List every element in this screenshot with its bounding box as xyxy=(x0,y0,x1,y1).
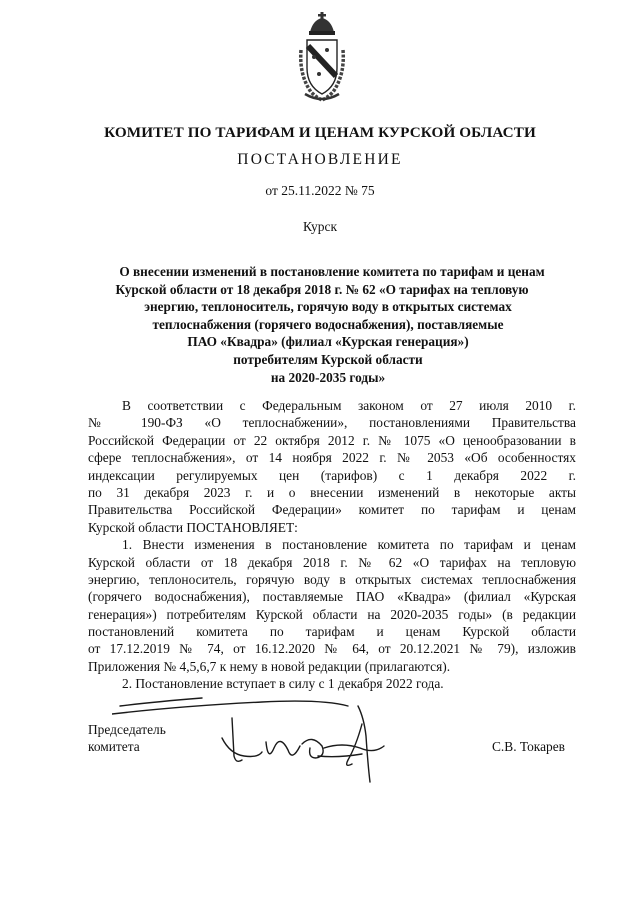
body-line: Российской Федерации от 22 октября 2012 г. № 1075 «О ценообразовании в xyxy=(88,432,576,448)
body-line: Курской области ПОСТАНОВЛЯЕТ: xyxy=(88,519,298,535)
body-line: 1. Внести изменения в постановление комитета по тарифам и ценам xyxy=(122,537,576,553)
decree-title xyxy=(0,263,640,386)
signatory-position xyxy=(88,721,166,756)
body-line: постановлений комитета по тарифам и ценам Курской области xyxy=(88,624,576,640)
coat-of-arms-emblem xyxy=(297,10,347,105)
title-line: Курской области от 18 декабря 2018 г. № 62 «О тарифах на тепловую xyxy=(115,281,529,297)
body-line: по 31 декабря 2023 г. и о внесении изменений в некоторые акты xyxy=(88,484,576,500)
body-line: генерация») потребителям Курской области на 2020-2035 годы» (в редакции xyxy=(88,606,576,622)
title-line: ПАО «Квадра» (филиал «Курская генерация») xyxy=(187,334,469,350)
signatory-position-line: комитета xyxy=(88,739,140,755)
city-name: Курск xyxy=(302,219,338,234)
body-line: (горячего водоснабжения), поставляемые ПАО «Квадра» (филиал «Курская xyxy=(88,589,576,605)
body-line: энергию, теплоноситель, горячую воду в открытых системах теплоснабжения xyxy=(88,571,576,587)
title-line: О внесении изменений в постановление комитета по тарифам и ценам xyxy=(119,264,545,279)
title-line: на 2020-2035 годы» xyxy=(270,369,386,385)
decree-date-number: от 25.11.2022 № 75 xyxy=(265,183,375,198)
signatory-name: С.В. Токарев xyxy=(492,739,565,754)
body-line: № 190-ФЗ «О теплоснабжении», постановлениями Правительства xyxy=(88,415,576,431)
body-line: Курской области от 18 декабря 2018 г. № 62 «О тарифах на тепловую xyxy=(88,554,576,570)
document-type: ПОСТАНОВЛЕНИЕ xyxy=(237,151,403,168)
body-line: Приложения № 4,5,6,7 к нему в новой редакции (прилагаются). xyxy=(88,658,451,674)
title-line: теплоснабжения (горячего водоснабжения), поставляемые xyxy=(152,316,504,332)
body-line: Правительства Российской Федерации» комитет по тарифам и ценам xyxy=(88,502,576,518)
body-line: 2. Постановление вступает в силу с 1 декабря 2022 года. xyxy=(122,676,444,692)
title-line: потребителям Курской области xyxy=(233,351,423,367)
body-line: В соответствии с Федеральным законом от 27 июля 2010 г. xyxy=(122,398,576,413)
signatory-position-line: Председатель xyxy=(88,722,166,737)
body-line: от 17.12.2019 № 74, от 16.12.2020 № 64, от 20.12.2021 № 79), изложив xyxy=(88,641,576,657)
body-line: сфере теплоснабжения», от 14 ноября 2022 г. № 2053 «Об особенностях xyxy=(88,450,576,466)
title-line: энергию, теплоноситель, горячую воду в открытых системах xyxy=(144,299,512,315)
decree-body xyxy=(88,397,576,693)
committee-name: КОМИТЕТ ПО ТАРИФАМ И ЦЕНАМ КУРСКОЙ ОБЛАСТИ xyxy=(104,124,536,141)
body-line: индексации регулируемых цен (тарифов) с 1 декабря 2022 г. xyxy=(88,467,576,483)
